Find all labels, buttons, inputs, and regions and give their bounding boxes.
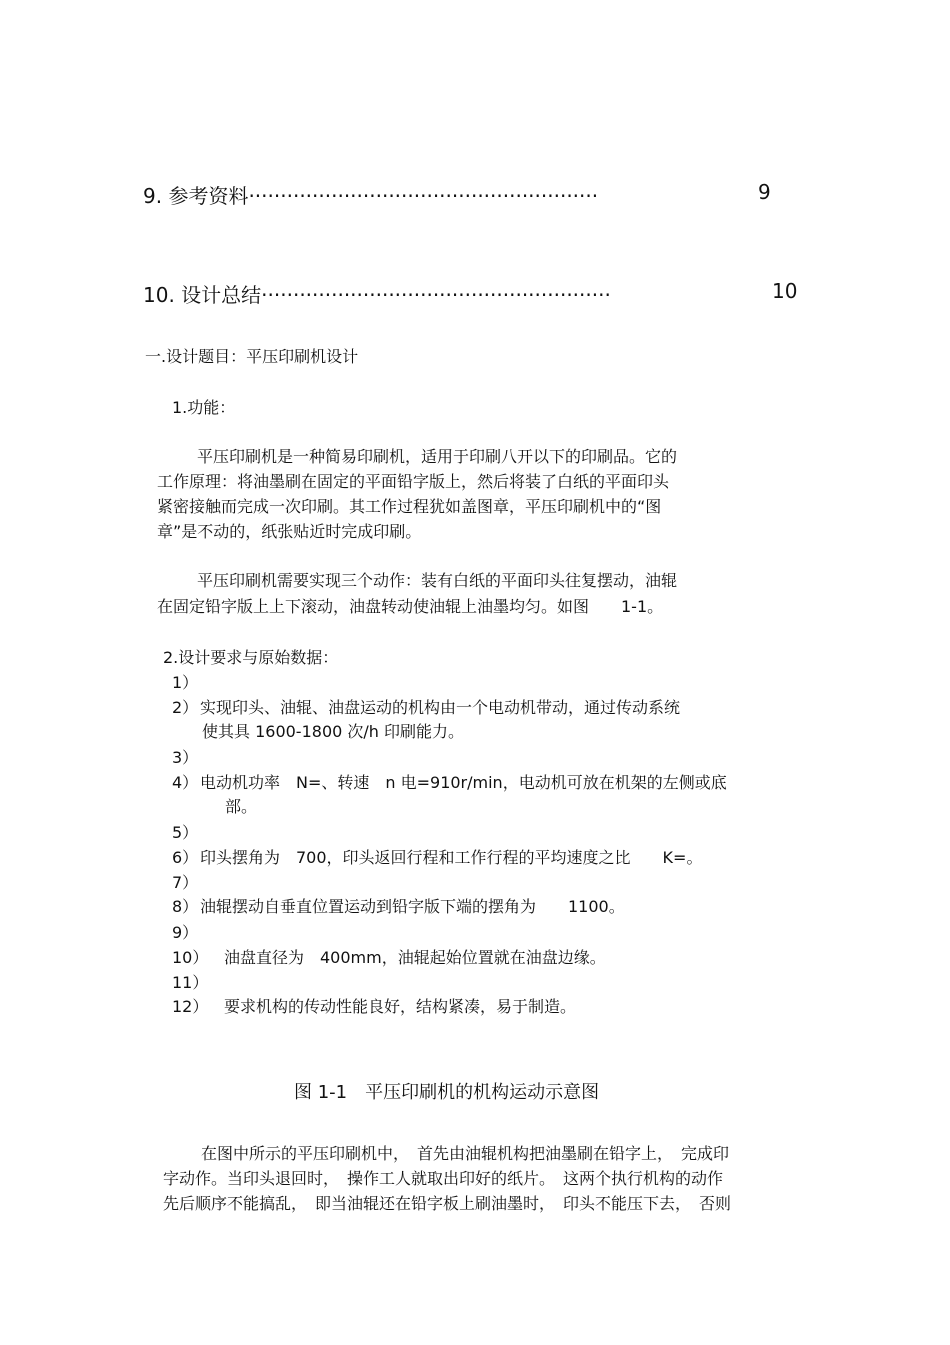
requirements-heading: 2.设计要求与原始数据： — [163, 648, 339, 667]
section-title: 一.设计题目：平压印刷机设计 — [145, 347, 359, 366]
toc-entry-references — [143, 180, 598, 209]
paragraph-line: 工作原理：将油墨刷在固定的平面铅字版上，然后将装了白纸的平面印头 — [157, 472, 670, 491]
paragraph-line: 平压印刷机需要实现三个动作：装有白纸的平面印头往复摆动，油辊 — [197, 571, 678, 590]
req-number: 10） — [172, 948, 209, 967]
req-number: 11） — [172, 973, 209, 992]
req-number: 3） — [172, 748, 199, 767]
paragraph-line: 先后顺序不能搞乱， 即当油辊还在铅字板上刷油墨时， 印头不能压下去， 否则 — [163, 1194, 732, 1213]
req-number: 5） — [172, 823, 199, 842]
req-text: 印头摆角为 700，印头返回行程和工作行程的平均速度之比 K=。 — [200, 848, 703, 867]
req-number: 1） — [172, 673, 199, 692]
figure-caption: 图 1-1 平压印刷机的机构运动示意图 — [294, 1082, 600, 1103]
req-text: 要求机构的传动性能良好，结构紧凑，易于制造。 — [224, 997, 577, 1016]
req-number: 4） — [172, 773, 199, 792]
req-number: 8） — [172, 897, 199, 916]
paragraph-line: 紧密接触而完成一次印刷。其工作过程犹如盖图章，平压印刷机中的“图 — [157, 497, 662, 516]
toc-page-number: 10 — [772, 279, 798, 303]
req-text: 电动机功率 N=、转速 n 电=910r/min，电动机可放在机架的左侧或底 — [200, 773, 727, 792]
toc-label: 10. 设计总结 — [143, 283, 262, 307]
req-text: 油盘直径为 400mm，油辊起始位置就在油盘边缘。 — [224, 948, 606, 967]
req-text: 实现印头、油辊、油盘运动的机构由一个电动机带动，通过传动系统 — [200, 698, 681, 717]
req-text: 油辊摆动自垂直位置运动到铅字版下端的摆角为 1100。 — [200, 897, 625, 916]
paragraph-line: 在图中所示的平压印刷机中， 首先由油辊机构把油墨刷在铅字上， 完成印 — [201, 1144, 730, 1163]
toc-leader-dots: ······················································· — [261, 283, 611, 307]
req-number: 2） — [172, 698, 199, 717]
req-number: 6） — [172, 848, 199, 867]
req-text-continued: 部。 — [225, 797, 258, 816]
paragraph-line: 字动作。当印头退回时， 操作工人就取出印好的纸片。 这两个执行机构的动作 — [163, 1169, 724, 1188]
req-number: 7） — [172, 873, 199, 892]
toc-page-number: 9 — [758, 180, 771, 204]
toc-leader-dots: ······················································· — [248, 184, 599, 208]
paragraph-line: 章”是不动的，纸张贴近时完成印刷。 — [157, 522, 422, 541]
req-number: 12） — [172, 997, 209, 1016]
paragraph-line: 在固定铅字版上上下滚动，油盘转动使油辊上油墨均匀。如图 1-1。 — [157, 597, 664, 616]
function-heading: 1.功能： — [172, 398, 236, 417]
req-number: 9） — [172, 923, 199, 942]
req-text-continued: 使其具 1600-1800 次/h 印刷能力。 — [202, 722, 465, 741]
toc-entry-summary — [143, 279, 611, 308]
toc-label: 9. 参考资料 — [143, 184, 249, 208]
paragraph-line: 平压印刷机是一种简易印刷机，适用于印刷八开以下的印刷品。它的 — [197, 447, 678, 466]
